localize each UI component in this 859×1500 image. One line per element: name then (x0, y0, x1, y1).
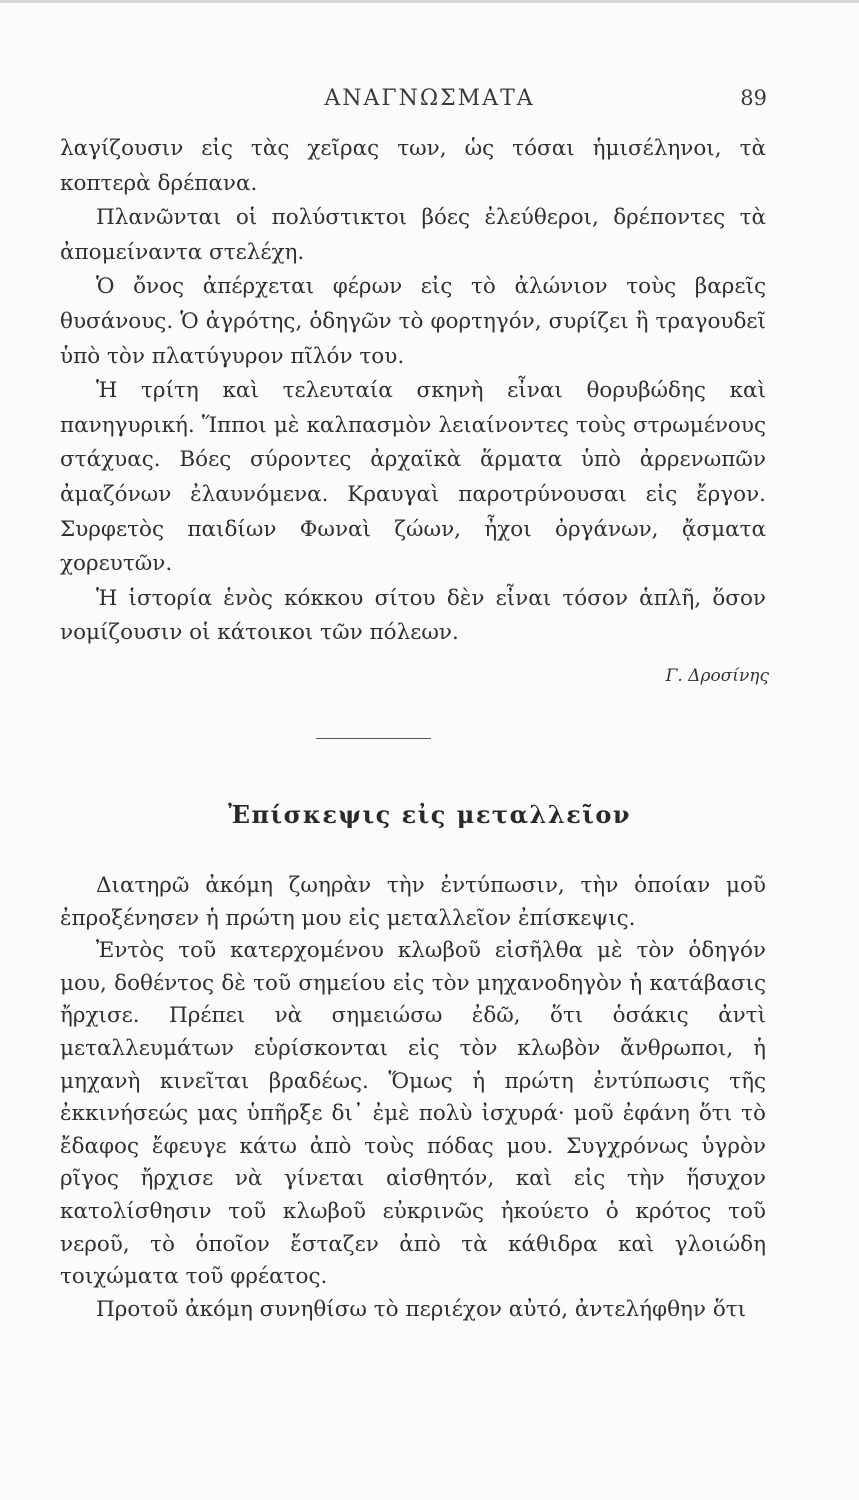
paragraph: Διατηρῶ ἀκόμη ζωηρὰν τὴν ἐντύπωσιν, τὴν ὁποίαν μοῦ ἐπροξένησεν ἡ πρώτη μου εἰς μεταλλεῖον ἐπίσκεψις. (60, 873, 766, 931)
author-signature: Γ. Δροσίνης (665, 666, 769, 686)
section-title: Ἐπίσκεψις εἰς μεταλλεῖον (227, 800, 632, 829)
page-edge (0, 0, 859, 3)
paragraph: Ἡ τρίτη καὶ τελευταία σκηνὴ εἶναι θορυβώδης καὶ πανηγυρική. Ἵπποι μὲ καλπασμὸν λειαίνοντες τοὺς στρωμένους στάχυας. Βόες σύροντες ἀρχαϊκὰ ἅρματα ὑπὸ ἀρρενωπῶν ἀμαζόνων ἐλαυνόμενα. Κραυγαὶ παροτρύνουσαι εἰς ἔργον. Συρφετὸς παιδίων Φωναὶ ζώων, ἦχοι ὀργάνων, ᾄσματα χορευτῶν. (60, 378, 766, 577)
paragraph: Ἐντὸς τοῦ κατερχομένου κλωβοῦ εἰσῆλθα μὲ τὸν ὁδηγόν μου, δοθέντος δὲ τοῦ σημείου εἰς τὸν μηχανοδηγὸν ἡ κατάβασις ἤρχισε. Πρέπει νὰ σημειώσω ἐδῶ, ὅτι ὁσάκις ἀντὶ μεταλλευμάτων εὑρίσκονται εἰς τὸν κλωβὸν ἄνθρωποι, ἡ μηχανὴ κινεῖται βραδέως. Ὅμως ἡ πρώτη ἐντύπωσις τῆς ἐκκινήσεώς μας ὑπῆρξε δι᾽ ἐμὲ πολὺ ἰσχυρά· μοῦ ἐφάνη ὅτι τὸ ἔδαφος ἔφευγε κάτω ἀπὸ τοὺς πόδας μου. Συγχρόνως ὑγρὸν ρῖγος ἤρχισε νὰ γίνεται αἰσθητόν, καὶ εἰς τὴν ἥσυχον κατολίσθησιν τοῦ κλωβοῦ εὐκρινῶς ἠκούετο ὁ κρότος τοῦ νεροῦ, τὸ ὁποῖον ἔσταζεν ἀπὸ τὰ κάθιδρα καὶ γλοιώδη τοιχώματα τοῦ φρέατος. (60, 938, 766, 1290)
body-text-lower (60, 870, 766, 1326)
section-divider (316, 738, 431, 739)
page-header (0, 86, 859, 116)
paragraph: Ἡ ἱστορία ἑνὸς κόκκου σίτου δὲν εἶναι τόσον ἁπλῆ, ὅσον νομίζουσιν οἱ κάτοικοι τῶν πόλεων. (60, 585, 766, 646)
paragraph: λαγίζουσιν εἰς τὰς χεῖρας των, ὡς τόσαι ἡμισέληνοι, τὰ κοπτερὰ δρέπανα. (60, 136, 766, 196)
paragraph: Ὁ ὄνος ἀπέρχεται φέρων εἰς τὸ ἀλώνιον τοὺς βαρεῖς θυσάνους. Ὁ ἀγρότης, ὁδηγῶν τὸ φορτηγόν, συρίζει ἢ τραγουδεῖ ὑπὸ τὸν πλατύγυρον πῖλόν του. (60, 274, 766, 369)
body-text-upper (60, 132, 766, 651)
running-title: ΑΝΑΓΝΩΣΜΑΤΑ (324, 86, 535, 111)
paragraph: Πλανῶνται οἱ πολύστικτοι βόες ἐλεύθεροι, δρέποντες τὰ ἀπομείναντα στελέχη. (60, 205, 766, 265)
paragraph: Προτοῦ ἀκόμη συνηθίσω τὸ περιέχον αὐτό, ἀντελήφθην ὅτι (96, 1296, 747, 1322)
page-number: 89 (740, 86, 767, 110)
